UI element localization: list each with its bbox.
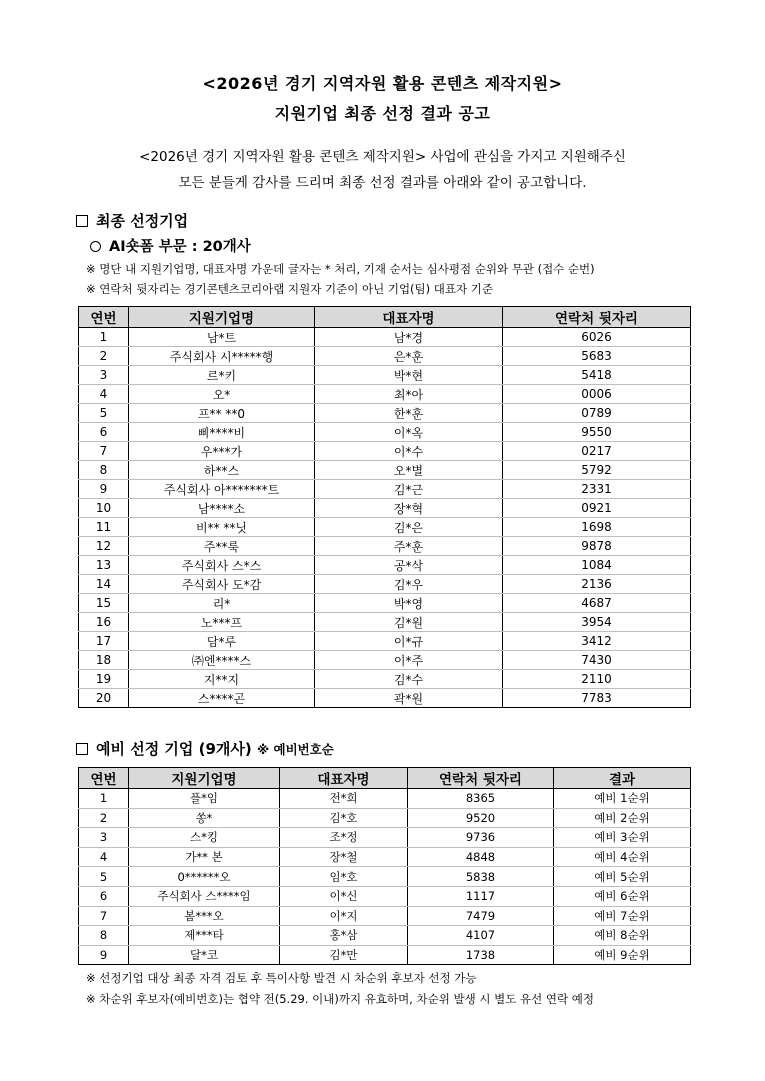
cell-representative: 장*철 [280,847,408,867]
table-row [79,575,691,594]
cell-contact: 3412 [503,632,691,651]
table-row [79,480,691,499]
column-header-representative: 대표자명 [280,768,408,789]
cell-representative: 이*규 [315,632,503,651]
cell-representative: 공*삭 [315,556,503,575]
circle-bullet-icon [90,241,101,252]
table-row [79,347,691,366]
cell-contact: 0921 [503,499,691,518]
section-final-heading [76,210,188,231]
cell-company: 프** **0 [129,404,315,423]
cell-representative: 임*호 [280,867,408,887]
cell-representative: 김*원 [315,613,503,632]
intro-line2: 모든 분들게 감사를 드리며 최종 선정 결과를 아래와 같이 공고합니다. [178,175,587,191]
column-header-company: 지원기업명 [129,307,315,328]
table-row [79,926,691,946]
table-row [79,789,691,809]
cell-contact: 1117 [408,886,554,906]
cell-representative: 이*옥 [315,423,503,442]
cell-representative: 박*영 [315,594,503,613]
cell-result: 예비 9순위 [554,945,691,965]
cell-representative: 김*우 [315,575,503,594]
cell-contact: 7783 [503,689,691,708]
cell-number: 1 [79,328,129,347]
cell-contact: 2136 [503,575,691,594]
cell-company: 0******오 [129,867,280,887]
cell-company: 스****곤 [129,689,315,708]
cell-contact: 8365 [408,789,554,809]
cell-contact: 1738 [408,945,554,965]
cell-number: 2 [79,808,129,828]
cell-representative: 조*정 [280,828,408,848]
cell-number: 20 [79,689,129,708]
cell-contact: 5418 [503,366,691,385]
cell-company: 주식회사 시*****행 [129,347,315,366]
table-row [79,847,691,867]
cell-company: ㈜엔****스 [129,651,315,670]
cell-result: 예비 1순위 [554,789,691,809]
cell-company: 스*킹 [129,828,280,848]
cell-number: 6 [79,423,129,442]
cell-number: 1 [79,789,129,809]
cell-company: 삐****비 [129,423,315,442]
cell-number: 6 [79,886,129,906]
cell-number: 13 [79,556,129,575]
cell-contact: 6026 [503,328,691,347]
cell-representative: 장*혁 [315,499,503,518]
cell-contact: 3954 [503,613,691,632]
table-row [79,689,691,708]
cell-company: 르*키 [129,366,315,385]
note-contact: ※ 연락처 뒷자리는 경기콘텐츠코리아랩 지원자 기준이 아닌 기업(팀) 대표자 기준 [86,282,493,296]
column-header-result: 결과 [554,768,691,789]
page-title-line2: 지원기업 최종 선정 결과 공고 [274,104,491,123]
cell-number: 4 [79,385,129,404]
cell-number: 17 [79,632,129,651]
column-header-company: 지원기업명 [129,768,280,789]
cell-company: 지**지 [129,670,315,689]
table-row [79,442,691,461]
cell-representative: 홍*삼 [280,926,408,946]
column-header-number: 연번 [79,768,129,789]
cell-result: 예비 6순위 [554,886,691,906]
table-row [79,385,691,404]
cell-contact: 9736 [408,828,554,848]
cell-contact: 1698 [503,518,691,537]
column-header-number: 연번 [79,307,129,328]
cell-number: 12 [79,537,129,556]
cell-contact: 0006 [503,385,691,404]
cell-result: 예비 4순위 [554,847,691,867]
cell-company: 리* [129,594,315,613]
note-reserve-review: ※ 선정기업 대상 최종 자격 검토 후 특이사항 발견 시 차순위 후보자 선정 가능 [86,971,477,985]
subsection-title: AI숏폼 부문 : 20개사 [109,239,251,255]
cell-number: 7 [79,906,129,926]
cell-representative: 이*지 [280,906,408,926]
cell-representative: 김*호 [280,808,408,828]
cell-company: 노***프 [129,613,315,632]
cell-number: 5 [79,404,129,423]
cell-representative: 이*신 [280,886,408,906]
table-row [79,867,691,887]
cell-number: 14 [79,575,129,594]
cell-number: 15 [79,594,129,613]
cell-result: 예비 5순위 [554,867,691,887]
cell-contact: 5792 [503,461,691,480]
cell-company: 가** 본 [129,847,280,867]
cell-contact: 5838 [408,867,554,887]
section-reserve-heading [76,738,334,759]
cell-contact: 2110 [503,670,691,689]
table-row [79,461,691,480]
cell-company: 쏭* [129,808,280,828]
cell-company: 주식회사 스****임 [129,886,280,906]
cell-company: 하**스 [129,461,315,480]
cell-representative: 주*훈 [315,537,503,556]
cell-company: 담*루 [129,632,315,651]
table-row [79,594,691,613]
table-row [79,651,691,670]
subsection-heading [90,235,251,256]
cell-number: 18 [79,651,129,670]
table-row [79,328,691,347]
cell-number: 9 [79,945,129,965]
cell-representative: 오*별 [315,461,503,480]
cell-number: 8 [79,926,129,946]
section-final-title: 최종 선정기업 [96,212,189,230]
table-row [79,499,691,518]
note-reserve-validity: ※ 차순위 후보자(예비번호)는 협약 전(5.29. 이내)까지 유효하며, 차순위 발생 시 별도 유선 연락 예정 [86,992,594,1006]
cell-contact: 9878 [503,537,691,556]
cell-representative: 이*수 [315,442,503,461]
cell-representative: 김*만 [280,945,408,965]
intro-line1: <2026년 경기 지역자원 활용 콘텐츠 제작지원> 사업에 관심을 가지고 지원해주신 [139,149,626,165]
cell-representative: 은*훈 [315,347,503,366]
table-row [79,613,691,632]
cell-contact: 7479 [408,906,554,926]
cell-contact: 4107 [408,926,554,946]
cell-company: 우***가 [129,442,315,461]
table-row [79,808,691,828]
cell-representative: 김*수 [315,670,503,689]
cell-company: 봄***오 [129,906,280,926]
section-reserve-note: ※ 예비번호순 [256,742,334,757]
cell-company: 플*임 [129,789,280,809]
reserve-selection-table [78,767,691,965]
cell-number: 3 [79,366,129,385]
cell-representative: 김*근 [315,480,503,499]
cell-number: 3 [79,828,129,848]
cell-contact: 0217 [503,442,691,461]
cell-number: 11 [79,518,129,537]
table-row [79,632,691,651]
cell-representative: 김*은 [315,518,503,537]
cell-contact: 4848 [408,847,554,867]
cell-number: 16 [79,613,129,632]
cell-representative: 전*희 [280,789,408,809]
table-row [79,404,691,423]
table-row [79,537,691,556]
cell-contact: 9550 [503,423,691,442]
table-row [79,670,691,689]
cell-number: 5 [79,867,129,887]
cell-company: 남****소 [129,499,315,518]
cell-company: 남*트 [129,328,315,347]
cell-result: 예비 8순위 [554,926,691,946]
cell-number: 2 [79,347,129,366]
table-row [79,518,691,537]
cell-representative: 남*경 [315,328,503,347]
table-row [79,906,691,926]
cell-number: 19 [79,670,129,689]
cell-company: 비** **닛 [129,518,315,537]
cell-company: 제***타 [129,926,280,946]
cell-number: 9 [79,480,129,499]
cell-representative: 이*주 [315,651,503,670]
table-row [79,556,691,575]
cell-representative: 한*훈 [315,404,503,423]
cell-contact: 9520 [408,808,554,828]
cell-contact: 5683 [503,347,691,366]
cell-number: 7 [79,442,129,461]
cell-number: 10 [79,499,129,518]
column-header-contact: 연락처 뒷자리 [408,768,554,789]
table-row [79,886,691,906]
cell-result: 예비 7순위 [554,906,691,926]
cell-company: 달*코 [129,945,280,965]
cell-contact: 7430 [503,651,691,670]
cell-result: 예비 3순위 [554,828,691,848]
cell-company: 오* [129,385,315,404]
cell-company: 주식회사 스*스 [129,556,315,575]
cell-company: 주식회사 아*******트 [129,480,315,499]
note-masking: ※ 명단 내 지원기업명, 대표자명 가운데 글자는 * 처리, 기재 순서는 심사평점 순위와 무관 (접수 순번) [86,262,595,276]
cell-contact: 1084 [503,556,691,575]
column-header-contact: 연락처 뒷자리 [503,307,691,328]
cell-representative: 최*아 [315,385,503,404]
table-header-row [79,307,691,328]
checkbox-square-icon [76,743,88,755]
checkbox-square-icon [76,215,88,227]
table-row [79,366,691,385]
table-row [79,945,691,965]
table-row [79,828,691,848]
table-header-row [79,768,691,789]
cell-result: 예비 2순위 [554,808,691,828]
cell-number: 4 [79,847,129,867]
cell-company: 주식회사 도*감 [129,575,315,594]
cell-contact: 2331 [503,480,691,499]
cell-contact: 4687 [503,594,691,613]
cell-representative: 박*현 [315,366,503,385]
cell-representative: 곽*원 [315,689,503,708]
cell-number: 8 [79,461,129,480]
section-reserve-title: 예비 선정 기업 (9개사) [96,740,252,758]
column-header-representative: 대표자명 [315,307,503,328]
final-selection-table [78,306,691,708]
cell-contact: 0789 [503,404,691,423]
page-title-line1: <2026년 경기 지역자원 활용 콘텐츠 제작지원> [202,74,563,93]
table-row [79,423,691,442]
cell-company: 주**룩 [129,537,315,556]
